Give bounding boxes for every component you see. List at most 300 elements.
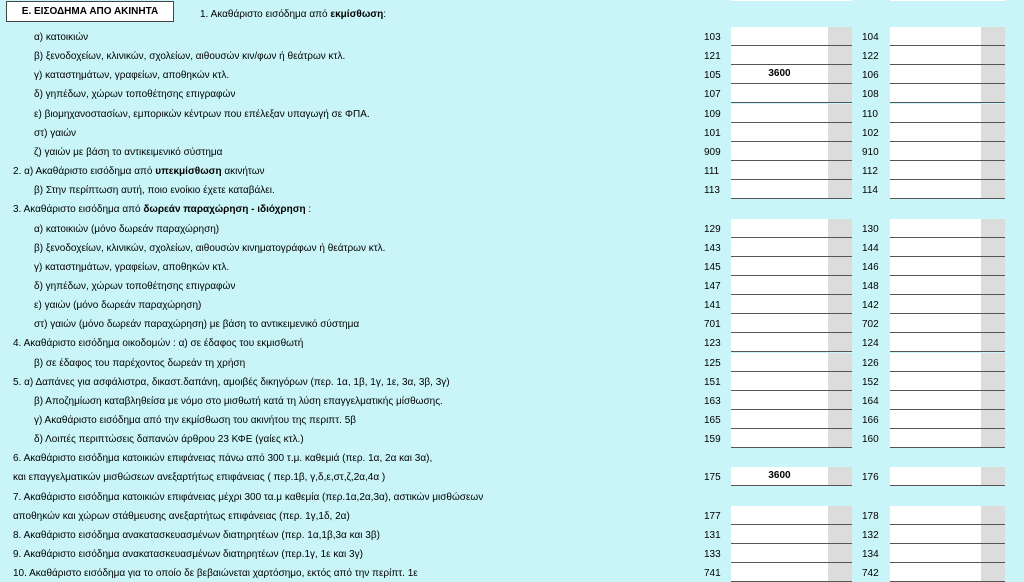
field-code: 145	[704, 261, 721, 273]
amount-field[interactable]	[890, 410, 1005, 429]
amount-input[interactable]	[890, 506, 981, 524]
row-label-bold: δωρεάν παραχώρηση - ιδιόχρηση	[143, 204, 306, 216]
amount-input[interactable]	[731, 353, 828, 371]
amount-input[interactable]	[890, 27, 981, 45]
amount-field[interactable]	[890, 429, 1005, 448]
row-label	[34, 32, 88, 43]
amount-cell-shade	[981, 238, 1005, 256]
field-code: 164	[862, 395, 879, 407]
amount-cell-shade	[981, 161, 1005, 179]
amount-input[interactable]	[731, 314, 828, 332]
amount-field[interactable]	[731, 257, 852, 276]
amount-cell-shade	[828, 161, 852, 179]
field-code: 147	[704, 280, 721, 292]
amount-field[interactable]	[731, 314, 852, 333]
amount-cell-shade	[981, 295, 1005, 313]
field-code: 166	[862, 415, 879, 426]
amount-cell-shade	[981, 142, 1005, 160]
field-code: 144	[862, 242, 879, 254]
row-label	[13, 530, 380, 541]
field-code: 701	[704, 319, 721, 331]
amount-field[interactable]	[890, 563, 1005, 582]
amount-input[interactable]	[890, 238, 981, 256]
amount-field[interactable]	[731, 84, 852, 103]
field-code: 105	[704, 70, 721, 82]
amount-input[interactable]	[731, 46, 828, 64]
form-row	[0, 142, 1024, 161]
field-code: 114	[862, 185, 878, 197]
form-row	[0, 353, 1024, 372]
form-row	[0, 295, 1024, 314]
amount-field[interactable]	[890, 257, 1005, 276]
field-code: 151	[704, 376, 721, 388]
amount-cell-shade	[981, 65, 1005, 83]
amount-field[interactable]	[890, 372, 1005, 391]
row-label	[34, 89, 235, 100]
row-label	[34, 224, 219, 235]
amount-field[interactable]	[890, 333, 1005, 352]
row-label-text: 8. Ακαθάριστο εισόδημα ανακατασκευασμένων διατηρητέων (περ. 1α,1β,3α και 3β)	[13, 529, 380, 541]
amount-cell-shade	[981, 27, 1005, 45]
form-row	[0, 65, 1024, 84]
amount-cell-shade	[828, 410, 852, 428]
row-label-text: 6. Ακαθάριστο εισόδημα κατοικιών επιφάνειας πάνω από 300 τ.μ. καθεμιά (περ. 1α, 2α και 3α),	[13, 453, 433, 465]
amount-input[interactable]	[731, 161, 828, 179]
row-label	[34, 358, 245, 369]
amount-input[interactable]	[731, 257, 828, 275]
field-code: 134	[862, 549, 879, 561]
amount-input[interactable]	[731, 219, 828, 237]
amount-input[interactable]	[890, 104, 981, 122]
amount-field[interactable]	[731, 180, 852, 199]
field-code: 101	[704, 127, 721, 139]
row-label-text: δ) Λοιπές περιπτώσεις δαπανών άρθρου 23 ΚΦΕ (γαίες κτλ.)	[34, 434, 304, 446]
field-code: 159	[704, 434, 721, 446]
amount-field[interactable]	[731, 276, 852, 295]
field-code: 175	[704, 472, 721, 484]
amount-cell-shade	[981, 467, 1005, 485]
field-code: 176	[862, 472, 879, 484]
amount-cell-shade	[828, 219, 852, 237]
amount-input[interactable]	[731, 142, 828, 160]
field-code: 741	[704, 568, 721, 580]
amount-input[interactable]	[890, 467, 981, 485]
field-code: 102	[862, 127, 879, 139]
amount-input[interactable]	[731, 333, 828, 351]
row-label-text: 9. Ακαθάριστο εισόδημα ανακατασκευασμένων διατηρητέων (περ.1γ, 1ε και 3γ)	[13, 549, 363, 561]
amount-field[interactable]	[731, 372, 852, 391]
field-code: 113	[704, 185, 720, 197]
amount-input[interactable]	[731, 410, 828, 428]
amount-input[interactable]	[890, 161, 981, 179]
field-code: 178	[862, 510, 879, 522]
form-row	[0, 544, 1024, 563]
intro-suffix: :	[383, 9, 387, 20]
amount-cell-shade	[828, 525, 852, 543]
form-row	[0, 372, 1024, 391]
form-row	[0, 123, 1024, 142]
amount-input[interactable]	[890, 123, 981, 141]
amount-cell-shade	[981, 333, 1005, 351]
amount-field[interactable]	[890, 506, 1005, 525]
amount-cell-shade	[981, 544, 1005, 562]
field-code: 125	[704, 357, 721, 369]
amount-field[interactable]	[890, 544, 1005, 563]
amount-field[interactable]	[890, 314, 1005, 333]
field-code: 103	[704, 32, 721, 43]
row-label-text: στ) γαιών (μόνο δωρεάν παραχώρηση) με βάση το αντικειμενικό σύστημα	[34, 319, 360, 331]
row-label	[34, 262, 229, 273]
row-label-text: β) ξενοδοχείων, κλινικών, σχολείων, αιθουσών κιν/φων ή θεάτρων κτλ.	[34, 51, 346, 63]
amount-cell-shade	[828, 429, 852, 447]
amount-input[interactable]	[890, 276, 981, 294]
row-label	[13, 453, 432, 464]
row-label-text: δ) γηπέδων, χώρων τοποθέτησης επιγραφών	[34, 280, 236, 292]
field-code: 107	[704, 89, 721, 101]
row-label	[13, 166, 265, 177]
field-code: 133	[704, 549, 721, 561]
field-code: 742	[862, 568, 879, 580]
field-code: 110	[862, 108, 878, 120]
section-title: Ε. ΕΙΣΟΔΗΜΑ ΑΠΟ ΑΚΙΝΗΤΑ	[6, 1, 174, 22]
amount-input[interactable]	[890, 391, 981, 409]
amount-input[interactable]	[890, 410, 981, 428]
field-code: 104	[862, 32, 879, 43]
amount-input[interactable]	[890, 180, 981, 198]
row-label-text: ζ) γαιών με βάση το αντικειμενικό σύστημα	[34, 146, 223, 158]
amount-field[interactable]	[731, 353, 852, 372]
amount-field[interactable]	[731, 333, 852, 352]
intro-heading	[200, 9, 386, 20]
form-row	[0, 104, 1024, 123]
amount-field[interactable]	[731, 104, 852, 123]
row-label-text: 10. Ακαθάριστο εισόδημα για το οποίο δε βεβαιώνεται χαρτόσημο, εκτός από την περίπτ. 1ε	[13, 568, 418, 580]
form-row	[0, 314, 1024, 333]
row-label-text: 7. Ακαθάριστο εισόδημα κατοικιών επιφάνειας μέχρι 300 τα.μ καθεμία (περ.1α,2α,3α), αστικών μισθώσεων	[13, 491, 484, 503]
amount-input[interactable]	[890, 353, 981, 371]
amount-field[interactable]	[731, 467, 852, 486]
amount-cell-shade	[981, 563, 1005, 581]
row-label	[13, 338, 303, 349]
field-code: 165	[704, 415, 721, 426]
form-row	[0, 487, 1024, 506]
amount-field[interactable]	[731, 219, 852, 238]
row-label	[34, 147, 222, 158]
amount-input[interactable]	[731, 525, 828, 543]
row-label	[13, 511, 350, 522]
field-code: 122	[862, 51, 879, 63]
row-label-text: 2. α) Ακαθάριστο εισόδημα από	[13, 166, 156, 178]
field-code: 111	[704, 166, 720, 178]
amount-input[interactable]	[890, 314, 981, 332]
form-row	[0, 161, 1024, 180]
amount-field[interactable]	[731, 525, 852, 544]
amount-field[interactable]	[731, 295, 852, 314]
amount-input[interactable]	[890, 429, 981, 447]
row-label-text: στ) γαιών	[34, 127, 77, 139]
amount-input[interactable]	[890, 563, 981, 581]
amount-input[interactable]	[731, 506, 828, 524]
amount-field[interactable]	[890, 84, 1005, 103]
row-label	[34, 109, 370, 120]
form-row	[0, 448, 1024, 467]
amount-cell-shade	[981, 391, 1005, 409]
amount-field[interactable]	[731, 544, 852, 563]
form-row	[0, 391, 1024, 410]
field-code: 142	[862, 300, 879, 312]
field-code: 126	[862, 357, 879, 369]
row-label-text: 5. α) Δαπάνες για ασφάλιστρα, δικαστ.δαπάνη, αμοιβές δικηγόρων (περ. 1α, 1β, 1γ, 1ε, 3α, 3β, 3γ)	[13, 376, 450, 388]
amount-field[interactable]	[890, 142, 1005, 161]
row-label	[13, 568, 418, 579]
amount-cell-shade	[981, 410, 1005, 428]
amount-field[interactable]	[890, 123, 1005, 142]
form-row	[0, 467, 1024, 486]
amount-field[interactable]	[890, 65, 1005, 84]
row-label-text: α) κατοικιών (μόνο δωρεάν παραχώρηση)	[34, 223, 220, 235]
amount-cell-shade	[981, 219, 1005, 237]
field-code: 909	[704, 146, 721, 158]
row-label-text: γ) καταστημάτων, γραφείων, αποθηκών κτλ.	[34, 70, 230, 82]
amount-input[interactable]	[731, 238, 828, 256]
row-label-text: και επαγγελματικών μισθώσεων ανεξαρτήτως επιφάνειας ( περ.1β, γ,δ,ε,στ,ζ,2α,4α )	[13, 472, 386, 484]
row-label	[13, 492, 483, 503]
row-label-text: ε) γαιών (μόνο δωρεάν παραχώρηση)	[34, 300, 202, 312]
amount-cell-shade	[981, 46, 1005, 64]
amount-cell-shade	[981, 257, 1005, 275]
field-code: 177	[704, 510, 721, 522]
form-row	[0, 180, 1024, 199]
amount-input[interactable]	[890, 219, 981, 237]
amount-field[interactable]	[890, 161, 1005, 180]
amount-field[interactable]	[731, 563, 852, 582]
row-label	[13, 204, 311, 215]
amount-field[interactable]	[731, 410, 852, 429]
amount-field[interactable]	[890, 353, 1005, 372]
amount-field[interactable]	[731, 391, 852, 410]
amount-cell-shade	[828, 391, 852, 409]
amount-input[interactable]	[731, 295, 828, 313]
form-row	[0, 27, 1024, 46]
row-label	[34, 243, 385, 254]
amount-cell-shade	[828, 27, 852, 45]
field-code: 121	[704, 51, 721, 63]
row-label-text: β) Στην περίπτωση αυτή, ποιο ενοίκιο έχετε καταβάλει.	[34, 185, 275, 197]
amount-input[interactable]	[731, 276, 828, 294]
amount-cell-shade	[828, 372, 852, 390]
amount-cell-shade	[981, 276, 1005, 294]
amount-field[interactable]	[890, 46, 1005, 65]
row-label	[34, 185, 275, 196]
amount-cell-shade	[828, 353, 852, 371]
amount-input[interactable]	[890, 295, 981, 313]
amount-cell-shade	[828, 104, 852, 122]
row-label-text: δ) γηπέδων, χώρων τοποθέτησης επιγραφών	[34, 89, 236, 101]
amount-input[interactable]	[890, 525, 981, 543]
row-label-text: β) Αποζημίωση καταβληθείσα με νόμο στο μισθωτή κατά τη λύση επαγγελματικής μίσθωσης.	[34, 395, 443, 407]
amount-input[interactable]	[731, 84, 828, 102]
amount-field[interactable]	[731, 65, 852, 84]
amount-field[interactable]	[731, 123, 852, 142]
amount-input[interactable]	[731, 372, 828, 390]
row-label-text: α) κατοικιών	[34, 32, 89, 43]
amount-input[interactable]	[890, 84, 981, 102]
field-code: 106	[862, 70, 879, 82]
amount-field[interactable]	[890, 525, 1005, 544]
form-row	[0, 199, 1024, 218]
amount-cell-shade	[828, 544, 852, 562]
amount-input[interactable]	[731, 391, 828, 409]
field-code: 146	[862, 261, 879, 273]
row-label-bold: υπεκμίσθωση	[155, 166, 222, 178]
amount-field[interactable]	[890, 104, 1005, 123]
amount-input[interactable]	[731, 27, 828, 45]
row-label	[34, 415, 356, 426]
form-row	[0, 238, 1024, 257]
form-row	[0, 46, 1024, 65]
amount-input[interactable]	[890, 544, 981, 562]
field-code: 124	[862, 338, 879, 350]
amount-input[interactable]: 3600	[731, 65, 828, 83]
form-row	[0, 410, 1024, 429]
field-code: 152	[862, 376, 879, 388]
amount-field[interactable]	[731, 27, 852, 46]
amount-input[interactable]: 3600	[731, 467, 828, 485]
row-label-text: γ) Ακαθάριστο εισόδημα από την εκμίσθωση του ακινήτου της περιπτ. 5β	[34, 415, 357, 426]
amount-input[interactable]	[890, 333, 981, 351]
form-row	[0, 333, 1024, 352]
amount-cell-shade	[828, 142, 852, 160]
amount-field[interactable]	[731, 429, 852, 448]
amount-input[interactable]	[731, 180, 828, 198]
row-label	[34, 281, 235, 292]
amount-cell-shade	[828, 123, 852, 141]
field-code: 130	[862, 223, 879, 235]
row-label-text: ε) βιομηχανοστασίων, εμπορικών κέντρων που επέλεξαν υπαγωγή σε ΦΠΑ.	[34, 108, 370, 120]
field-code: 910	[862, 146, 879, 158]
field-code: 112	[862, 166, 878, 178]
field-code: 143	[704, 242, 721, 254]
row-label-text: γ) καταστημάτων, γραφείων, αποθηκών κτλ.	[34, 261, 230, 273]
intro-prefix: 1. Ακαθάριστο εισόδημα από	[200, 9, 331, 20]
amount-input[interactable]	[890, 257, 981, 275]
amount-input[interactable]	[890, 372, 981, 390]
row-label	[34, 319, 359, 330]
field-code: 108	[862, 89, 879, 101]
amount-input[interactable]	[731, 104, 828, 122]
amount-input[interactable]	[731, 563, 828, 581]
amount-input[interactable]	[731, 123, 828, 141]
row-label-text: β) σε έδαφος του παρέχοντος δωρεάν τη χρήση	[34, 357, 246, 369]
amount-cell-shade	[828, 65, 852, 83]
form-row	[0, 563, 1024, 582]
amount-input[interactable]	[890, 46, 981, 64]
row-label	[34, 434, 304, 445]
row-label	[34, 70, 229, 81]
row-label	[34, 300, 201, 311]
field-code: 160	[862, 434, 879, 446]
amount-field[interactable]	[890, 295, 1005, 314]
amount-cell-shade	[981, 372, 1005, 390]
form-row	[0, 506, 1024, 525]
row-label	[13, 549, 363, 560]
amount-input[interactable]	[731, 429, 828, 447]
field-code: 131	[704, 529, 721, 541]
form-row	[0, 429, 1024, 448]
amount-field[interactable]	[731, 142, 852, 161]
amount-field[interactable]	[890, 391, 1005, 410]
amount-cell-shade	[981, 84, 1005, 102]
amount-cell-shade	[828, 333, 852, 351]
amount-field[interactable]	[890, 27, 1005, 46]
form-row	[0, 276, 1024, 295]
row-label-suffix: :	[305, 204, 312, 216]
form-row	[0, 84, 1024, 103]
row-label	[13, 472, 385, 483]
amount-cell-shade	[981, 314, 1005, 332]
amount-cell-shade	[981, 180, 1005, 198]
row-label	[34, 128, 76, 139]
amount-input[interactable]	[890, 65, 981, 83]
amount-input[interactable]	[890, 142, 981, 160]
row-label-text: 4. Ακαθάριστο εισόδημα οικοδομών : α) σε έδαφος του εκμισθωτή	[13, 338, 304, 350]
field-code: 163	[704, 395, 721, 407]
amount-cell-shade	[828, 84, 852, 102]
amount-cell-shade	[828, 467, 852, 485]
amount-input[interactable]	[731, 544, 828, 562]
amount-cell-shade	[828, 563, 852, 581]
amount-cell-shade	[828, 238, 852, 256]
amount-cell-shade	[981, 123, 1005, 141]
amount-cell-shade	[981, 429, 1005, 447]
row-label-suffix: ακινήτων	[221, 166, 265, 178]
amount-field[interactable]	[890, 238, 1005, 257]
field-code: 123	[704, 338, 721, 350]
amount-cell-shade	[828, 46, 852, 64]
field-code: 148	[862, 280, 879, 292]
field-code: 132	[862, 529, 879, 541]
amount-cell-shade	[828, 506, 852, 524]
amount-cell-shade	[981, 506, 1005, 524]
field-code: 109	[704, 108, 721, 120]
amount-cell-shade	[981, 104, 1005, 122]
amount-field[interactable]	[890, 219, 1005, 238]
form-row	[0, 219, 1024, 238]
amount-field[interactable]	[731, 46, 852, 65]
amount-cell-shade	[981, 525, 1005, 543]
row-label	[34, 51, 345, 62]
form-row	[0, 257, 1024, 276]
intro-bold: εκμίσθωση	[330, 9, 384, 20]
amount-field[interactable]	[890, 180, 1005, 199]
row-label-text: β) ξενοδοχείων, κλινικών, σχολείων, αιθουσών κινηματογράφων ή θεάτρων κτλ.	[34, 242, 386, 254]
field-code: 702	[862, 319, 879, 331]
amount-cell-shade	[828, 276, 852, 294]
amount-cell-shade	[828, 295, 852, 313]
amount-field[interactable]	[731, 238, 852, 257]
amount-field[interactable]	[731, 161, 852, 180]
row-label	[34, 396, 443, 407]
amount-field[interactable]	[890, 467, 1005, 486]
amount-field[interactable]	[731, 506, 852, 525]
field-code: 129	[704, 223, 721, 235]
amount-field[interactable]	[890, 276, 1005, 295]
field-code: 141	[704, 300, 721, 312]
amount-cell-shade	[828, 257, 852, 275]
amount-cell-shade	[828, 314, 852, 332]
row-label	[13, 377, 450, 388]
amount-cell-shade	[981, 353, 1005, 371]
